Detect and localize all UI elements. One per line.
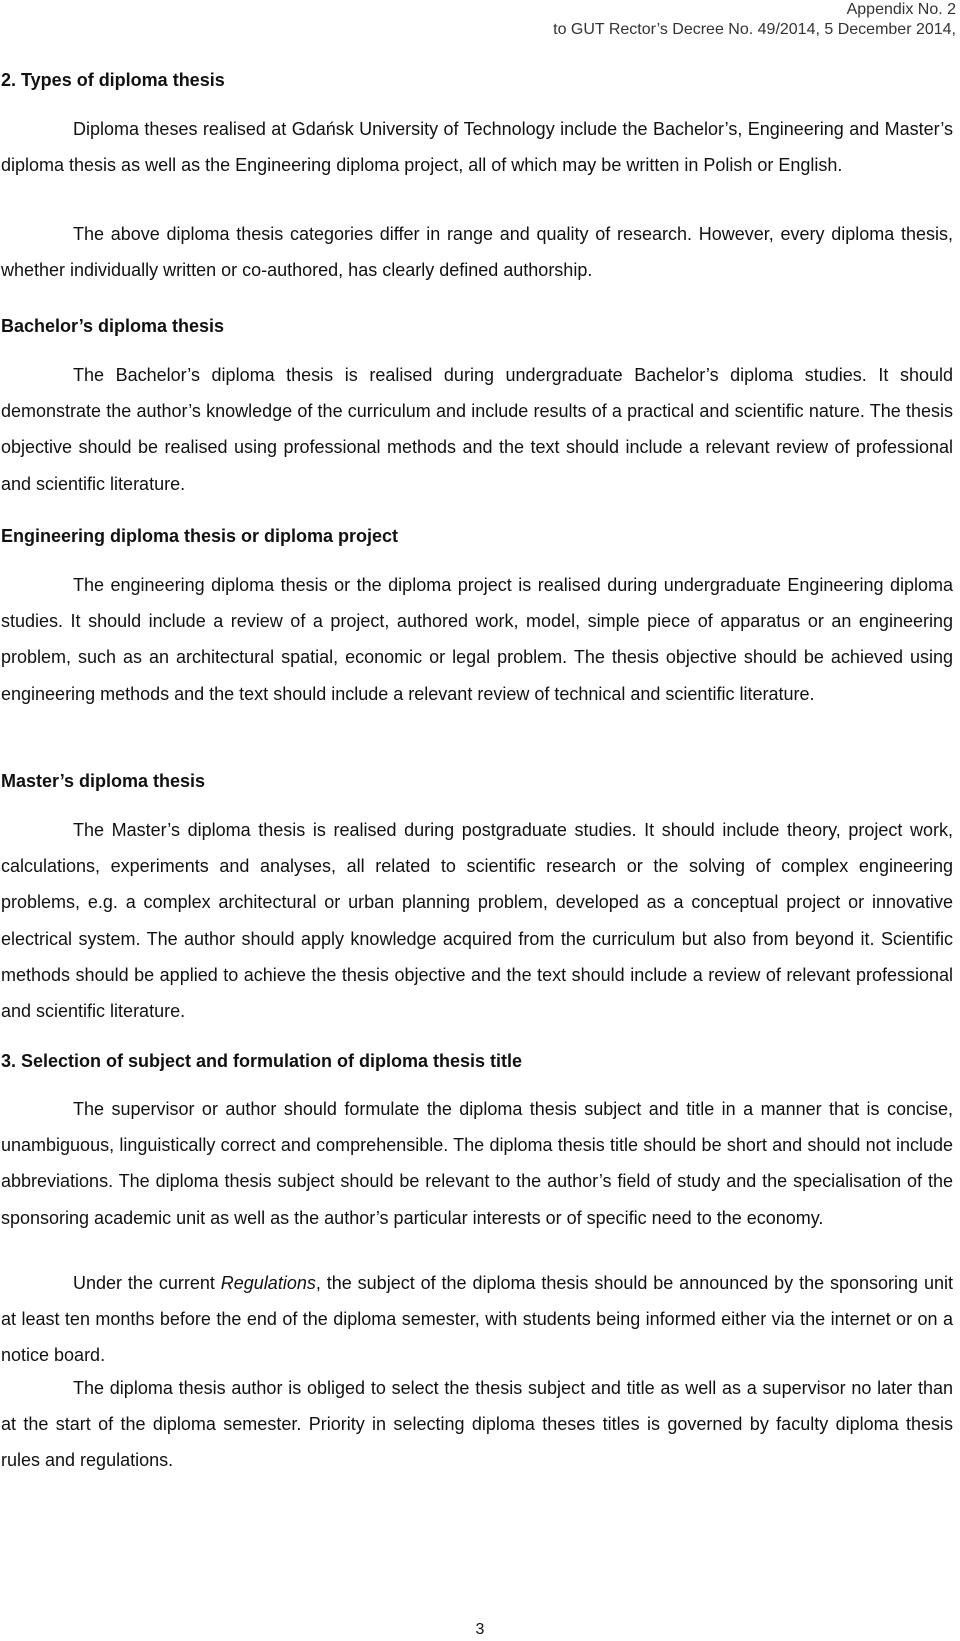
header-appendix-line: Appendix No. 2 [846, 1, 956, 18]
engineering-paragraph: The engineering diploma thesis or the diploma project is realised during undergraduate Engineering diploma studies. It should include a review of a project, authored work, model, simple piece of apparatus or an engineering problem, such as an architectural spatial, economic or legal problem. The thesis objective should be achieved using engineering methods and the text should include a relevant review of technical and scientific literature. [1, 575, 953, 704]
bachelor-heading: Bachelor’s diploma thesis [1, 316, 225, 336]
master-paragraph: The Master’s diploma thesis is realised during postgraduate studies. It should include theory, project work, calculations, experiments and analyses, all related to scientific research or the solving of complex engineering problems, e.g. a complex architectural or urban planning problem, developed as a conceptual project or innovative electrical system. The author should apply knowledge acquired from the curriculum but also from beyond it. Scientific methods should be applied to achieve the thesis objective and the text should include a review of relevant professional and scientific literature. [1, 820, 953, 1022]
section-2-paragraph-1: Diploma theses realised at Gdańsk University of Technology include the Bachelor’s, Engineering and Master’s diploma thesis as well as the Engineering diploma project, all of which may be written in Polish or English. [1, 119, 953, 176]
section-3-paragraph-2: Under the current Regulations, the subject of the diploma thesis should be announced by the sponsoring unit at least ten months before the end of the diploma semester, with students being informed either via the internet or on a notice board. [1, 1273, 953, 1366]
section-2-heading: 2. Types of diploma thesis [1, 70, 225, 90]
engineering-heading: Engineering diploma thesis or diploma project [1, 526, 399, 546]
section-3-paragraph-3: The diploma thesis author is obliged to select the thesis subject and title as well as a supervisor no later than at the start of the diploma semester. Priority in selecting diploma theses titles is governed by faculty diploma thesis rules and regulations. [1, 1378, 953, 1471]
bachelor-paragraph: The Bachelor’s diploma thesis is realised during undergraduate Bachelor’s diploma studies. It should demonstrate the author’s knowledge of the curriculum and include results of a practical and scientific nature. The thesis objective should be realised using professional methods and the text should include a relevant review of professional and scientific literature. [1, 365, 953, 494]
header-decree-line: to GUT Rector’s Decree No. 49/2014, 5 December 2014, [553, 21, 956, 38]
regulations-italic: Regulations [220, 1273, 316, 1293]
section-3-paragraph-1: The supervisor or author should formulate the diploma thesis subject and title in a manner that is concise, unambiguous, linguistically correct and comprehensible. The diploma thesis title should be short and should not include abbreviations. The diploma thesis subject should be relevant to the author’s field of study and the specialisation of the sponsoring academic unit as well as the author’s particular interests or of specific need to the economy. [1, 1099, 953, 1228]
section-2-paragraph-2: The above diploma thesis categories differ in range and quality of research. However, every diploma thesis, whether individually written or co-authored, has clearly defined authorship. [1, 224, 953, 281]
page-header [553, 0, 956, 40]
master-heading: Master’s diploma thesis [1, 771, 206, 791]
section-3-heading: 3. Selection of subject and formulation of diploma thesis title [1, 1051, 523, 1071]
page-number: 3 [475, 1621, 485, 1638]
